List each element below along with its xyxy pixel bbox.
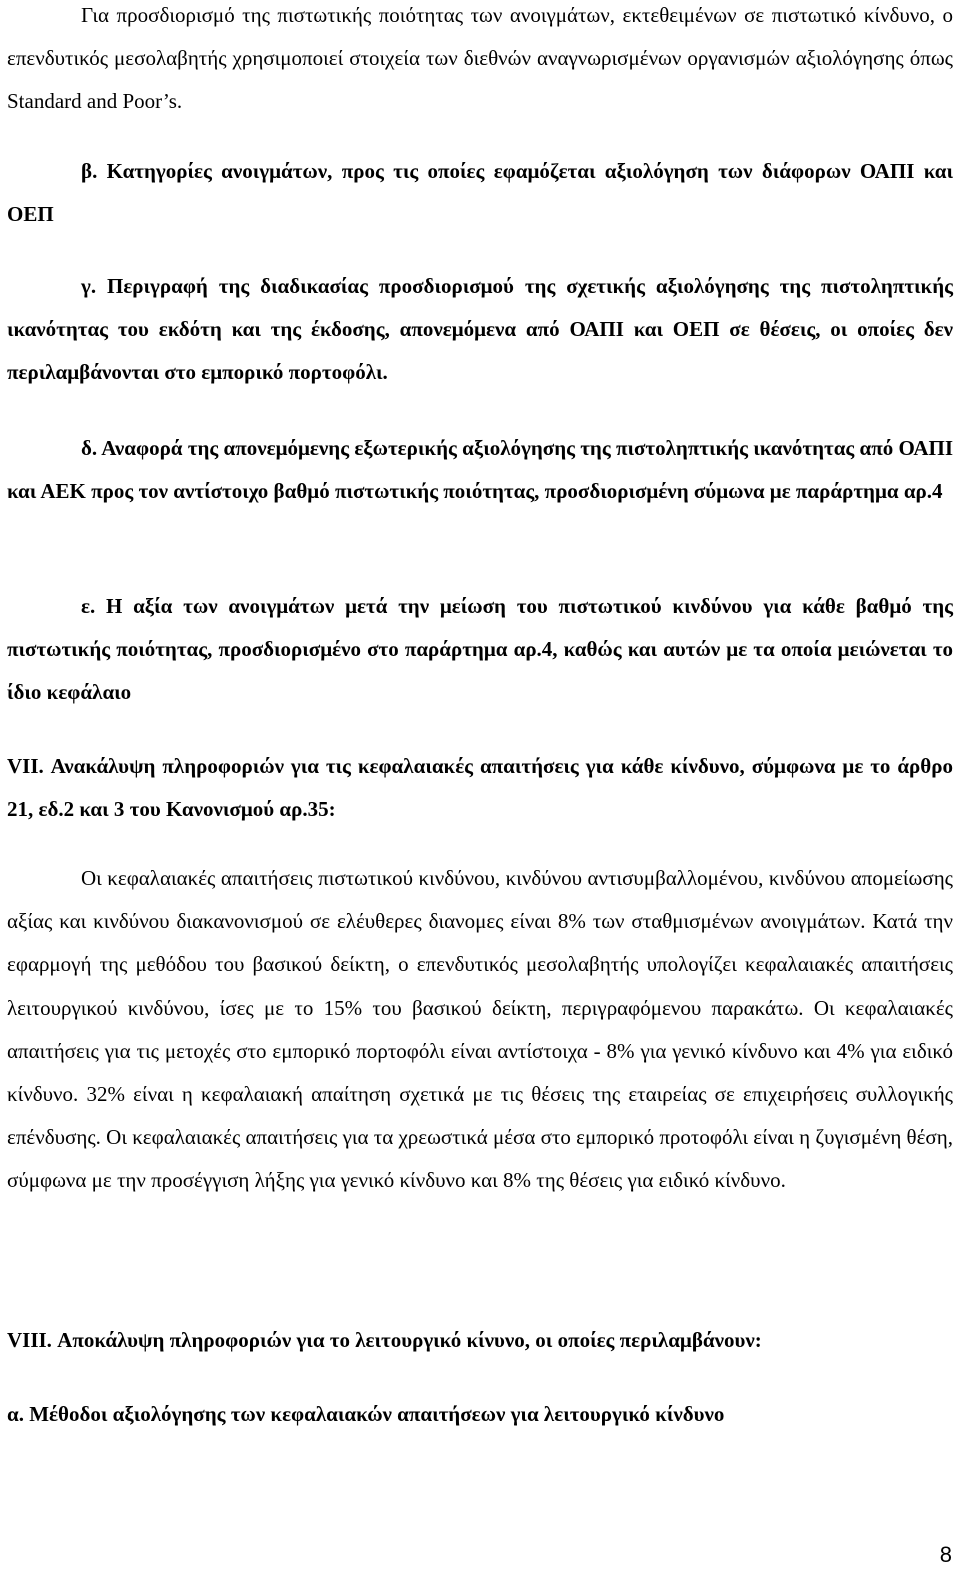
- item-g-paragraph: γ. Περιγραφή της διαδικασίας προσδιορισμού της σχετικής αξιολόγησης της πιστοληπτικής ικανότητας του εκδότη και της έκδοσης, απονεμόμενα από ΟΑΠΙ και ΟΕΠ σε θέσεις, οι οποίες δεν περιλαμβάνονται στο εμπορικό πορτοφόλι.: [7, 274, 953, 385]
- item-b-paragraph: β. Κατηγορίες ανοιγμάτων, προς τις οποίες εφαμόζεται αξιολόγηση των διάφορων ΟΑΠΙ και ΟΕΠ: [7, 159, 953, 227]
- section-vii-body: Οι κεφαλαιακές απαιτήσεις πιστωτικού κινδύνου, κινδύνου αντισυμβαλλομένου, κινδύνου απομείωσης αξίας και κινδύνου διακανονισμού σε ελέυθερες διανομες είναι 8% των σταθμισμένων ανοιγμάτων. Κατά την εφαρμογή της μεθόδου του βασικού δείκτη, ο επενδυτικός μεσολαβητής υπολογίζει κεφαλαιακές απαιτήσεις λειτουργικού κινδύνου, ίσες με το 15% του βασικού δείκτη, περιγραφόμενου παρακάτω. Οι κεφαλαιακές απαιτήσεις για τις μετοχές στο εμπορικό πορτοφόλι είναι αντίστοιχα - 8% για γενικό κίνδυνο και 4% για ειδικό κίνδυνο. 32% είναι η κεφαλαιακή απαίτηση σχετικά με τις θέσεις της εταιρείας σε επιχειρήσεις συλλογικής επένδυσης. Οι κεφαλαιακές απαιτήσεις για τα χρεωστικά μέσα στο εμπορικό προτοφόλι είναι η ζυγισμένη θέση, σύμφωνα με την προσέγγιση λήξης για γενικό κίνδυνο και 8% της θέσεις για ειδικό κίνδυνο.: [7, 866, 953, 1193]
- item-e-paragraph: ε. Η αξία των ανοιγμάτων μετά την μείωση του πιστωτικού κινδύνου για κάθε βαθμό της πιστωτικής ποιότητας, προσδιορισμένο στο παράρτημα αρ.4, καθώς και αυτών με τα οποία μειώνεται το ίδιο κεφάλαιο: [7, 594, 953, 705]
- item-d-paragraph: δ. Αναφορά της απονεμόμενης εξωτερικής αξιολόγησης της πιστοληπτικής ικανότητας από ΟΑΠΙ και ΑΕΚ προς τον αντίστοιχο βαθμό πιστωτικής ποιότητας, προσδιορισμένη σύμωνα με παράρτημα αρ.4: [7, 436, 953, 504]
- section-viii-heading: VIII. Αποκάλυψη πληροφοριών για το λειτουργικό κίνυνο, οι οποίες περιλαμβάνουν:: [7, 1328, 762, 1352]
- page-number: 8: [939, 1542, 952, 1567]
- section-vii-heading: VII. Ανακάλυψη πληροφοριών για τις κεφαλαιακές απαιτήσεις για κάθε κίνδυνο, σύμφωνα με το άρθρο 21, εδ.2 και 3 του Κανονισμού αρ.35:: [7, 754, 953, 822]
- item-a-heading: α. Μέθοδοι αξιολόγησης των κεφαλαιακών απαιτήσεων για λειτουργικό κίνδυνο: [7, 1402, 725, 1426]
- intro-paragraph: Για προσδιορισμό της πιστωτικής ποιότητας των ανοιγμάτων, εκτεθειμένων σε πιστωτικό κίνδυνο, ο επενδυτικός μεσολαβητής χρησιμοποιεί στοιχεία των διεθνών αναγνωρισμένων οργανισμών αξιολόγησης όπως Standard and Poor’s.: [7, 3, 953, 114]
